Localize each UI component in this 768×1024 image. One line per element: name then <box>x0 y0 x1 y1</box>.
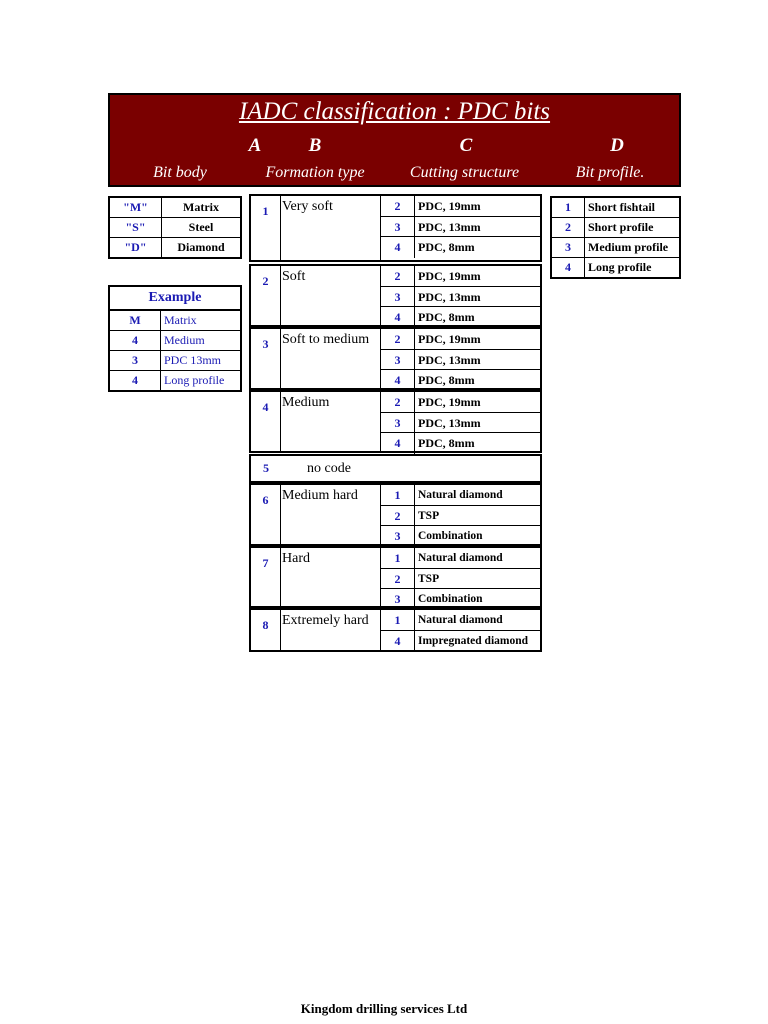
formation-number: 2 <box>262 274 269 288</box>
table-row <box>381 350 540 371</box>
cutter-code: 3 <box>381 413 415 433</box>
cutter-code: 2 <box>381 329 415 349</box>
column-letter-c: C <box>459 135 473 156</box>
cutter-label: PDC, 13mm <box>418 289 481 304</box>
cutter-label: Combination <box>418 593 483 605</box>
formation-group <box>249 483 542 546</box>
example-code: 4 <box>109 331 161 351</box>
example-code: 4 <box>109 371 161 392</box>
formation-group <box>249 264 542 327</box>
profile-code: 4 <box>551 258 585 279</box>
table-row <box>109 197 241 218</box>
table-row <box>381 548 540 569</box>
table-row <box>381 413 540 434</box>
formation-number: 5 <box>263 461 269 475</box>
profile-label: Medium profile <box>585 238 681 258</box>
cutter-label: Natural diamond <box>418 489 503 501</box>
example-title: Example <box>109 286 241 310</box>
bit-body-label: Matrix <box>162 197 242 218</box>
header-banner <box>108 93 681 187</box>
table-row <box>381 506 540 527</box>
cutter-code: 1 <box>381 485 415 505</box>
profile-label: Short fishtail <box>585 197 681 218</box>
cutter-code: 2 <box>381 569 415 589</box>
example-label: Matrix <box>161 310 242 331</box>
table-row <box>381 266 540 287</box>
table-row <box>109 331 241 351</box>
bit-body-code: "S" <box>109 218 162 238</box>
cutter-code: 1 <box>381 548 415 568</box>
table-row <box>109 238 241 259</box>
cutter-label: PDC, 8mm <box>418 436 475 450</box>
table-row <box>551 218 680 238</box>
no-code-label: no code <box>307 461 351 476</box>
cutter-code: 3 <box>381 350 415 370</box>
formation-number: 7 <box>262 556 269 570</box>
column-title-a: Bit body <box>153 164 207 181</box>
formation-name: Very soft <box>282 199 333 214</box>
table-row <box>381 433 540 454</box>
formation-number: 8 <box>262 618 269 632</box>
cutter-code: 4 <box>381 237 415 258</box>
cutter-code: 4 <box>381 631 415 652</box>
column-letter-a: A <box>248 135 262 156</box>
cutter-code: 4 <box>381 307 415 328</box>
table-row <box>551 197 680 218</box>
table-row <box>381 287 540 308</box>
table-row <box>381 631 540 652</box>
cutter-code: 3 <box>381 287 415 307</box>
profile-code: 1 <box>551 197 585 218</box>
table-row <box>381 237 540 258</box>
formation-number: 3 <box>262 337 269 351</box>
formation-group <box>249 390 542 453</box>
cutter-label: Impregnated diamond <box>418 634 529 647</box>
cutter-code: 3 <box>381 589 415 610</box>
cutter-label: PDC, 8mm <box>418 240 475 254</box>
page-title: IADC classification : PDC bits <box>238 98 551 125</box>
cutter-label: PDC, 19mm <box>418 332 481 346</box>
example-label: PDC 13mm <box>161 351 242 371</box>
table-row <box>109 218 241 238</box>
example-label: Long profile <box>161 371 242 392</box>
formation-group <box>249 194 542 262</box>
bit-body-label: Diamond <box>162 238 242 259</box>
profile-label: Long profile <box>585 258 681 279</box>
table-row <box>381 526 540 547</box>
bit-body-label: Steel <box>162 218 242 238</box>
table-row <box>551 258 680 279</box>
bit-body-code: "D" <box>109 238 162 259</box>
profile-label: Short profile <box>585 218 681 238</box>
table-row <box>381 196 540 217</box>
cutter-code: 2 <box>381 266 415 286</box>
column-title-b: Formation type <box>265 164 365 181</box>
table-row <box>381 569 540 590</box>
cutter-code: 4 <box>381 370 415 391</box>
table-row <box>381 485 540 506</box>
table-row <box>381 307 540 328</box>
formation-group <box>249 608 542 652</box>
formation-number: 4 <box>262 400 269 414</box>
example-table <box>108 285 242 392</box>
table-row <box>551 238 680 258</box>
profile-code: 3 <box>551 238 585 258</box>
cutter-code: 3 <box>381 526 415 547</box>
cutter-label: Combination <box>418 530 483 542</box>
cutter-label: PDC, 19mm <box>418 269 481 283</box>
cutter-label: PDC, 8mm <box>418 310 475 324</box>
cutter-code: 2 <box>381 506 415 526</box>
table-row <box>109 371 241 392</box>
formation-name: Hard <box>282 551 310 566</box>
column-title-d: Bit profile. <box>575 164 645 181</box>
cutter-label: PDC, 19mm <box>418 395 481 409</box>
bit-body-table <box>108 196 242 259</box>
formation-group <box>249 327 542 390</box>
table-row <box>109 310 241 331</box>
bit-profile-table <box>550 196 681 279</box>
profile-code: 2 <box>551 218 585 238</box>
footer-company: Kingdom drilling services Ltd <box>300 1001 468 1016</box>
bit-body-code: "M" <box>109 197 162 218</box>
formation-name: Soft <box>282 269 306 284</box>
cutter-label: PDC, 19mm <box>418 199 481 213</box>
column-letter-b: B <box>308 135 322 156</box>
column-title-c: Cutting structure <box>409 164 520 181</box>
formation-number: 6 <box>262 493 269 507</box>
cutter-label: PDC, 8mm <box>418 373 475 387</box>
formation-name: Extremely hard <box>282 613 369 628</box>
table-row <box>381 392 540 413</box>
cutter-code: 4 <box>381 433 415 454</box>
cutter-code: 1 <box>381 610 415 630</box>
table-row <box>381 329 540 350</box>
cutter-label: TSP <box>418 572 440 585</box>
example-label: Medium <box>161 331 242 351</box>
cutter-label: TSP <box>418 509 440 522</box>
example-code: 3 <box>109 351 161 371</box>
cutter-label: Natural diamond <box>418 552 503 564</box>
formation-name: Soft to medium <box>282 332 370 347</box>
cutter-label: PDC, 13mm <box>418 415 481 430</box>
cutter-label: PDC, 13mm <box>418 219 481 234</box>
column-letter-d: D <box>610 135 624 156</box>
cutter-label: PDC, 13mm <box>418 352 481 367</box>
table-row <box>109 351 241 371</box>
no-code-row <box>249 454 542 483</box>
formation-name: Medium hard <box>282 488 358 503</box>
example-code: M <box>109 310 161 331</box>
table-row <box>381 589 540 610</box>
table-row <box>381 610 540 631</box>
table-row <box>109 286 241 310</box>
formation-group <box>249 546 542 608</box>
cutter-code: 2 <box>381 392 415 412</box>
formation-number: 1 <box>262 204 269 218</box>
cutter-label: Natural diamond <box>418 614 503 626</box>
cutter-code: 2 <box>381 196 415 216</box>
table-row <box>381 370 540 391</box>
table-row <box>381 217 540 238</box>
cutter-code: 3 <box>381 217 415 237</box>
formation-name: Medium <box>282 395 330 410</box>
